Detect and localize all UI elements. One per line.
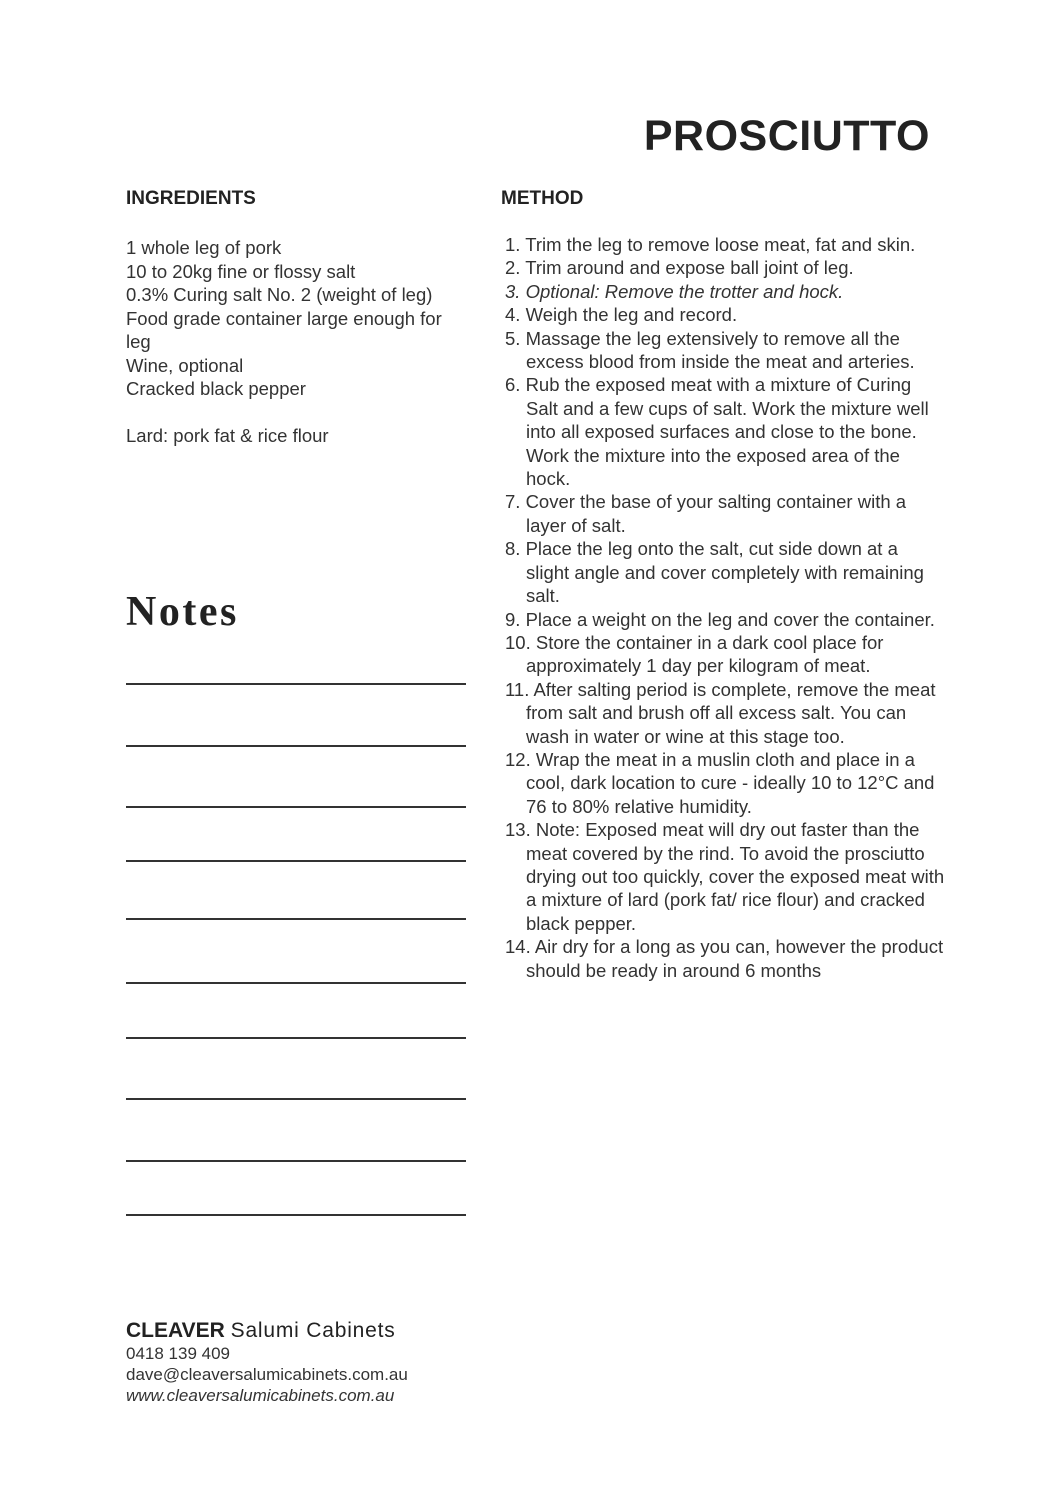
notes-heading: Notes [126, 589, 239, 635]
brand-sub: Salumi Cabinets [230, 1319, 396, 1342]
method-step: 11. After salting period is complete, remove the meat from salt and brush off all excess salt. You can wash in water or wine at this stage too. [505, 678, 936, 747]
ingredient-item: Wine, optional [126, 354, 244, 376]
method-step: 13. Note: Exposed meat will dry out faster than the meat covered by the rind. To avoid the prosciutto drying out too quickly, cover the exposed meat with a mixture of lard (pork fat/ rice flour) and cracked black pepper. [505, 819, 945, 934]
note-writing-line [126, 683, 466, 685]
method-step: 6. Rub the exposed meat with a mixture of Curing Salt and a few cups of salt. Work the mixture well into all exposed surfaces and close to the bone. Work the mixture into the exposed area of the hock. [505, 374, 929, 490]
note-writing-line [126, 745, 466, 747]
website-link[interactable]: www.cleaversalumicabinets.com.au [126, 1386, 395, 1405]
note-writing-line [126, 1098, 466, 1100]
method-step: 4. Weigh the leg and record. [505, 304, 738, 326]
ingredient-item: 0.3% Curing salt No. 2 (weight of leg) [126, 284, 433, 305]
method-list [505, 233, 945, 982]
note-writing-line [126, 1037, 466, 1039]
note-writing-line [126, 1214, 466, 1216]
method-step: 8. Place the leg onto the salt, cut side down at a slight angle and cover completely with remaining salt. [505, 538, 924, 607]
method-step: 1. Trim the leg to remove loose meat, fat and skin. [505, 234, 916, 255]
ingredient-item: 1 whole leg of pork [126, 237, 282, 258]
note-writing-line [126, 806, 466, 808]
ingredient-item: Cracked black pepper [126, 378, 306, 399]
brand-name [126, 1319, 408, 1343]
ingredient-item: 10 to 20kg fine or flossy salt [126, 260, 356, 282]
ingredient-item: Lard: pork fat & rice flour [126, 425, 329, 446]
ingredients-list [126, 236, 466, 448]
method-step: 14. Air dry for a long as you can, however the product should be ready in around 6 months [505, 936, 944, 981]
brand-main: CLEAVER [126, 1319, 225, 1342]
phone-number: 0418 139 409 [126, 1344, 230, 1363]
note-writing-line [126, 982, 466, 984]
method-step: 3. Optional: Remove the trotter and hock. [505, 280, 844, 302]
method-step: 5. Massage the leg extensively to remove all the excess blood from inside the meat and arteries. [505, 327, 915, 373]
ingredient-item: Food grade container large enough for leg [126, 307, 442, 352]
method-heading: METHOD [501, 188, 584, 209]
method-step: 9. Place a weight on the leg and cover the container. [505, 608, 935, 630]
method-step: 12. Wrap the meat in a muslin cloth and place in a cool, dark location to cure - ideally 10 to 12°C and 76 to 80% relative humidity. [505, 748, 935, 817]
method-step: 2. Trim around and expose ball joint of leg. [505, 257, 854, 279]
note-writing-line [126, 1160, 466, 1162]
note-writing-line [126, 918, 466, 920]
footer [126, 1319, 408, 1406]
page-title: PROSCIUTTO [643, 112, 930, 160]
note-writing-line [126, 860, 466, 862]
email-address[interactable]: dave@cleaversalumicabinets.com.au [126, 1365, 408, 1384]
method-step: 10. Store the container in a dark cool place for approximately 1 day per kilogram of meat. [505, 631, 884, 677]
ingredients-heading: INGREDIENTS [126, 188, 256, 209]
method-step: 7. Cover the base of your salting container with a layer of salt. [505, 491, 907, 536]
